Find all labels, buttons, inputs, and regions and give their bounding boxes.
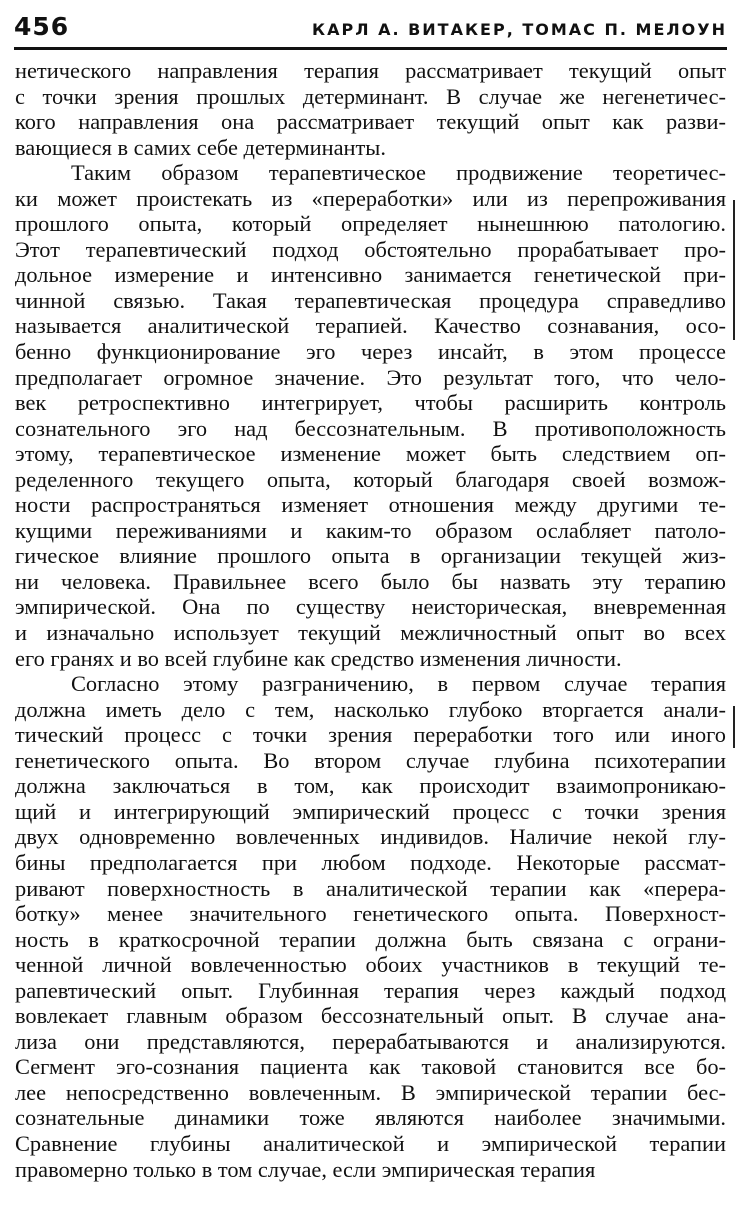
text-line: дольное измерение и интенсивно занимается генетической при- bbox=[15, 262, 726, 288]
text-line: ченной личной вовлеченностью обоих участников в текущий те- bbox=[15, 952, 726, 978]
text-line: должна иметь дело с тем, насколько глубоко вторгается анали- bbox=[15, 696, 726, 722]
text-line: Этот терапевтический подход обстоятельно прорабатывает про- bbox=[15, 236, 726, 262]
text-line: генетического опыта. Во втором случае глубина психотерапии bbox=[15, 747, 726, 773]
text-line: чинной связью. Такая терапевтическая процедура справедливо bbox=[15, 287, 726, 313]
text-line: бины предполагается при любом подходе. Некоторые рассмат- bbox=[15, 849, 726, 875]
text-line: бенно функционирование эго через инсайт, в этом процессе bbox=[15, 339, 726, 365]
text-line: и изначально использует текущий межличностный опыт во всех bbox=[15, 620, 726, 646]
text-line: называется аналитической терапией. Качество сознавания, осо- bbox=[15, 313, 726, 339]
text-line: Сегмент эго-сознания пациента как таковой становится все бо- bbox=[15, 1054, 726, 1080]
text-line: ределенного текущего опыта, который благодаря своей возмож- bbox=[15, 466, 726, 492]
text-line: ни человека. Правильнее всего было бы назвать эту терапию bbox=[15, 568, 726, 594]
text-line: кущими переживаниями и каким-то образом ослабляет патоло- bbox=[15, 517, 726, 543]
text-line: век ретроспективно интегрирует, чтобы расширить контроль bbox=[15, 390, 726, 416]
text-line: с точки зрения прошлых детерминант. В случае же негенетичес- bbox=[15, 83, 726, 109]
text-line: ность в краткосрочной терапии должна быть связана с ограни- bbox=[15, 926, 726, 952]
text-line: Таким образом терапевтическое продвижение теоретичес- bbox=[71, 160, 726, 186]
text-line: ботку» менее значительного генетического опыта. Поверхност- bbox=[15, 901, 726, 927]
paragraph bbox=[15, 671, 726, 1182]
text-line: нетического направления терапия рассматривает текущий опыт bbox=[15, 58, 726, 83]
text-line: лиза они представляются, перерабатываются и анализируются. bbox=[15, 1028, 726, 1054]
text-line: вающиеся в самих себе детерминанты. bbox=[15, 134, 386, 160]
text-line: лее непосредственно вовлеченным. В эмпирической терапии бес- bbox=[15, 1079, 726, 1105]
text-line: его гранях и во всей глубине как средство изменения личности. bbox=[15, 645, 622, 671]
text-line: щий и интегрирующий эмпирический процесс с точки зрения bbox=[15, 798, 726, 824]
text-line: тический процесс с точки зрения переработки того или иного bbox=[15, 722, 726, 748]
paragraph bbox=[15, 58, 726, 160]
text-line: правомерно только в том случае, если эмпирическая терапия bbox=[15, 1156, 596, 1182]
text-line: эмпирической. Она по существу неисторическая, вневременная bbox=[15, 594, 726, 620]
paragraph bbox=[15, 160, 726, 671]
running-title: КАРЛ А. ВИТАКЕР, ТОМАС П. МЕЛОУН bbox=[312, 20, 727, 39]
margin-bar bbox=[733, 200, 735, 340]
text-line: двух одновременно вовлеченных индивидов. Наличие некой глу- bbox=[15, 824, 726, 850]
text-line: прошлого опыта, который определяет нынешнюю патологию. bbox=[15, 211, 726, 237]
header-rule bbox=[14, 47, 727, 50]
margin-bar bbox=[733, 706, 735, 748]
text-line: кого направления она рассматривает текущий опыт как разви- bbox=[15, 109, 726, 135]
text-line: вовлекает главным образом бессознательный опыт. В случае ана- bbox=[15, 1003, 726, 1029]
page-number: 456 bbox=[14, 12, 70, 41]
text-line: Согласно этому разграничению, в первом случае терапия bbox=[71, 671, 726, 697]
text-line: сознательные динамики тоже являются наиболее значимыми. bbox=[15, 1105, 726, 1131]
running-head bbox=[14, 10, 727, 44]
text-line: ности распространяться изменяет отношения между другими те- bbox=[15, 492, 726, 518]
body-text bbox=[15, 58, 726, 1182]
text-line: гическое влияние прошлого опыта в организации текущей жиз- bbox=[15, 543, 726, 569]
text-line: рапевтический опыт. Глубинная терапия через каждый подход bbox=[15, 977, 726, 1003]
text-line: ривают поверхностность в аналитической терапии как «перера- bbox=[15, 875, 726, 901]
text-line: должна заключаться в том, как происходит взаимопроникаю- bbox=[15, 773, 726, 799]
text-line: предполагает огромное значение. Это результат того, что чело- bbox=[15, 364, 726, 390]
text-line: Сравнение глубины аналитической и эмпирической терапии bbox=[15, 1130, 726, 1156]
text-line: сознательного эго над бессознательным. В противоположность bbox=[15, 415, 726, 441]
text-line: ки может проистекать из «переработки» или из перепроживания bbox=[15, 185, 726, 211]
text-line: этому, терапевтическое изменение может быть следствием оп- bbox=[15, 441, 726, 467]
